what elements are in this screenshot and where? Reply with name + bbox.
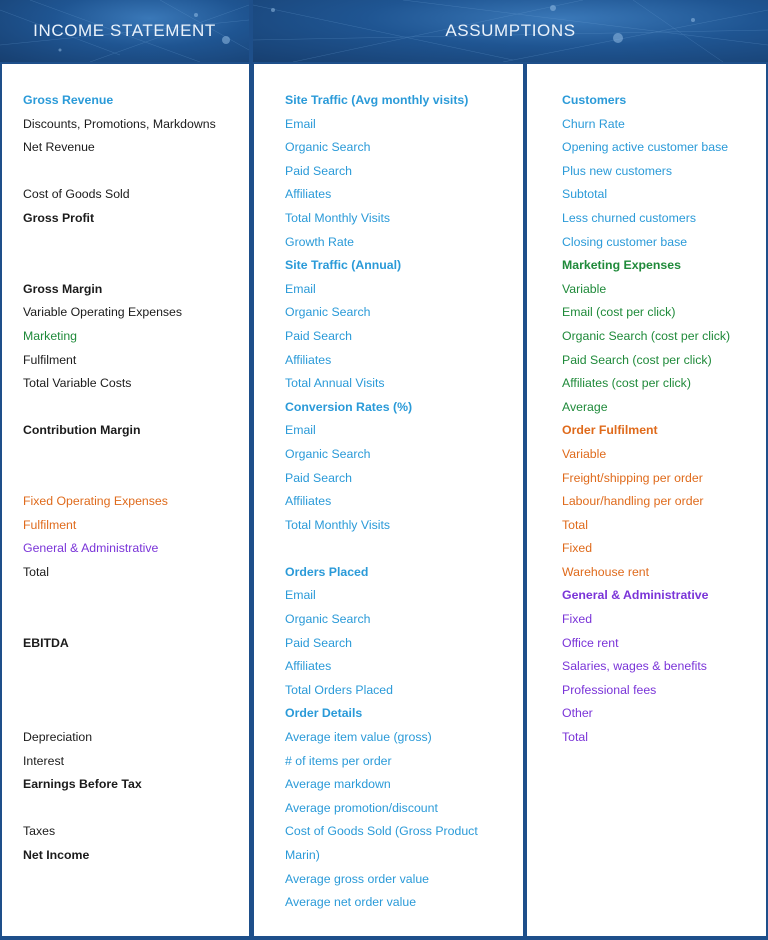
list-item: Interest bbox=[23, 753, 65, 768]
list-item: Depreciation bbox=[23, 730, 93, 745]
list-item: Average promotion/discount bbox=[285, 800, 438, 815]
list-item: Affiliates bbox=[285, 659, 332, 674]
income-statement-list bbox=[2, 64, 249, 868]
list-item: Paid Search (cost per click) bbox=[562, 352, 712, 367]
list-item bbox=[23, 584, 249, 608]
section-heading: Gross Margin bbox=[23, 281, 103, 296]
list-item: Fixed Operating Expenses bbox=[23, 494, 168, 509]
list-item bbox=[23, 396, 249, 420]
list-item: Plus new customers bbox=[562, 163, 673, 178]
list-item: Organic Search bbox=[285, 140, 371, 155]
list-item: Closing customer base bbox=[562, 234, 688, 249]
list-item: Total Orders Placed bbox=[285, 682, 393, 697]
section-heading: Net Income bbox=[23, 848, 90, 862]
section-heading: Contribution Margin bbox=[23, 423, 141, 438]
list-item bbox=[23, 254, 249, 278]
list-item: Growth Rate bbox=[285, 234, 355, 249]
list-item: Organic Search bbox=[285, 446, 371, 461]
list-item: Fixed bbox=[562, 541, 593, 556]
list-item: Variable Operating Expenses bbox=[23, 305, 183, 320]
list-item: # of items per order bbox=[285, 753, 392, 768]
list-item: Average net order value bbox=[285, 895, 417, 910]
list-item: Fulfilment bbox=[23, 352, 77, 367]
list-item: Average item value (gross) bbox=[285, 730, 432, 745]
list-item: Total Monthly Visits bbox=[285, 210, 391, 225]
section-heading: Gross Profit bbox=[23, 210, 95, 225]
income-statement-panel bbox=[2, 64, 249, 936]
list-item: Total bbox=[562, 517, 588, 532]
list-item: Email bbox=[285, 423, 316, 438]
list-item: Professional fees bbox=[562, 682, 657, 697]
list-item: Paid Search bbox=[285, 635, 352, 650]
list-item: Total Monthly Visits bbox=[285, 517, 391, 532]
list-item: Less churned customers bbox=[562, 210, 696, 225]
assumptions-costs-panel bbox=[527, 64, 766, 936]
list-item: Organic Search bbox=[285, 305, 371, 320]
list-item bbox=[23, 467, 249, 491]
list-item: Variable bbox=[562, 446, 607, 461]
list-item: Email bbox=[285, 281, 316, 296]
list-item: Discounts, Promotions, Markdowns bbox=[23, 116, 216, 131]
list-item bbox=[23, 160, 249, 184]
assumptions-title: ASSUMPTIONS bbox=[445, 21, 576, 40]
section-heading: General & Administrative bbox=[562, 588, 709, 603]
list-item bbox=[23, 443, 249, 467]
list-item: Total bbox=[562, 730, 588, 745]
list-item: Other bbox=[562, 706, 593, 721]
list-item bbox=[23, 797, 249, 821]
list-item bbox=[23, 679, 249, 703]
list-item: Organic Search (cost per click) bbox=[562, 328, 731, 343]
list-item: Fulfilment bbox=[23, 517, 77, 532]
list-item: Cost of Goods Sold bbox=[23, 187, 130, 202]
list-item: Total Variable Costs bbox=[23, 376, 132, 391]
list-item: Labour/handling per order bbox=[562, 494, 704, 509]
list-item: Cost of Goods Sold (Gross Product bbox=[285, 824, 478, 839]
list-item: Churn Rate bbox=[562, 116, 625, 131]
section-heading: Order Fulfilment bbox=[562, 423, 658, 438]
income-statement-header bbox=[0, 0, 249, 62]
list-item: Affiliates bbox=[285, 187, 332, 202]
section-heading: Earnings Before Tax bbox=[23, 777, 142, 792]
list-item: Affiliates (cost per click) bbox=[562, 376, 691, 391]
list-item: Average gross order value bbox=[285, 871, 430, 886]
list-item: Average bbox=[562, 399, 608, 414]
list-item: Paid Search bbox=[285, 328, 352, 343]
list-item: Variable bbox=[562, 281, 607, 296]
list-item: Organic Search bbox=[285, 612, 371, 627]
list-item: Opening active customer base bbox=[562, 140, 729, 155]
list-item: Paid Search bbox=[285, 470, 352, 485]
assumptions-header bbox=[253, 0, 768, 62]
list-item: Average markdown bbox=[285, 777, 391, 792]
section-heading: Orders Placed bbox=[285, 564, 369, 579]
list-item bbox=[23, 608, 249, 632]
list-item: Salaries, wages & benefits bbox=[562, 659, 707, 674]
list-item: Office rent bbox=[562, 635, 619, 650]
section-heading: Site Traffic (Annual) bbox=[285, 258, 402, 273]
list-item: Paid Search bbox=[285, 163, 352, 178]
list-item: Subtotal bbox=[562, 187, 608, 202]
list-item: Freight/shipping per order bbox=[562, 470, 703, 485]
assumptions-traffic-panel bbox=[254, 64, 523, 936]
assumptions-traffic-list bbox=[254, 64, 523, 915]
section-heading: Marketing Expenses bbox=[562, 258, 681, 273]
list-item: Total Annual Visits bbox=[285, 376, 385, 391]
income-statement-title: INCOME STATEMENT bbox=[33, 21, 216, 40]
list-item: Warehouse rent bbox=[562, 564, 650, 579]
section-heading: Order Details bbox=[285, 706, 363, 721]
list-item bbox=[285, 537, 523, 561]
section-heading: Customers bbox=[562, 93, 627, 107]
list-item: Fixed bbox=[562, 612, 593, 627]
section-heading: Conversion Rates (%) bbox=[285, 399, 413, 414]
list-item bbox=[23, 231, 249, 255]
list-item: Net Revenue bbox=[23, 140, 95, 155]
assumptions-costs-list bbox=[527, 64, 766, 750]
list-item: Email bbox=[285, 588, 316, 603]
list-item bbox=[23, 702, 249, 726]
list-item: Taxes bbox=[23, 824, 56, 839]
list-item: Affiliates bbox=[285, 352, 332, 367]
section-heading: Site Traffic (Avg monthly visits) bbox=[285, 93, 469, 107]
list-item: General & Administrative bbox=[23, 541, 159, 556]
section-heading: Gross Revenue bbox=[23, 93, 114, 107]
list-item: Email bbox=[285, 116, 316, 131]
list-item: Marin) bbox=[285, 848, 320, 862]
list-item: Email (cost per click) bbox=[562, 305, 676, 320]
list-item bbox=[23, 655, 249, 679]
list-item: Total bbox=[23, 564, 49, 579]
list-item: Affiliates bbox=[285, 494, 332, 509]
list-item: Marketing bbox=[23, 328, 77, 343]
section-heading: EBITDA bbox=[23, 635, 69, 650]
